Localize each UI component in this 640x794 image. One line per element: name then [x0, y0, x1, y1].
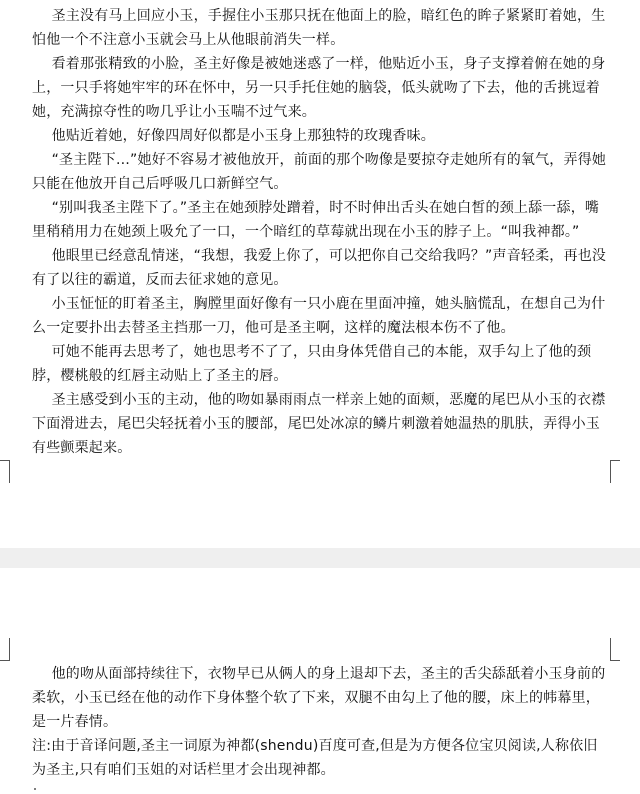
paragraph-3: 他贴近着她，好像四周好似都是小玉身上那独特的玫瑰香味。 — [51, 128, 435, 144]
translator-note: 注:由于音译问题,圣主一词原为神都(shendu)百度可查,但是为方便各位宝贝阅读,人称依旧为圣主,只有咱们玉姐的对话栏里才会出现神都。 — [32, 738, 598, 778]
paragraph-4: “圣主陛下…”她好不容易才被他放开，前面的那个吻像是要掠夺走她所有的氧气，弄得她只能在他放开自己后呼吸几口新鲜空气。 — [32, 152, 607, 192]
crop-mark-top-left — [0, 460, 10, 483]
crop-mark-bottom-right — [610, 638, 620, 661]
paragraph-10: 他的吻从面部持续往下，衣物早已从俩人的身上退却下去，圣主的舌尖舔舐着小玉身前的柔软，小玉已经在他的动作下身体整个软了下来，双腿不由勾上了他的腰，床上的帏幕里，是一片春情。 — [32, 666, 606, 730]
paragraph-9: 圣主感受到小玉的主动，他的吻如暴雨雨点一样亲上她的面颊，恶魔的尾巴从小玉的衣襟下面滑进去，尾巴尖轻抚着小玉的腰部，尾巴处冰凉的鳞片刺激着她温热的肌肤，弄得小玉有些颤栗起来。 — [32, 392, 606, 456]
page-2-text — [32, 662, 608, 782]
page-separator — [0, 548, 640, 568]
paragraph-6: 他眼里已经意乱情迷，“我想，我爱上你了，可以把你自己交给我吗？”声音轻柔，再也没有了以往的霸道，反而去征求她的意见。 — [32, 248, 607, 288]
paragraph-2: 看着那张精致的小脸，圣主好像是被她迷惑了一样，他贴近小玉，身子支撑着俯在她的身上，一只手将她牢牢的环在怀中，另一只手托住她的脑袋，低头就吻了下去，他的舌挑逗着她，充满掠夺性的吻几乎让小玉喘不过气来。 — [32, 56, 606, 120]
paragraph-8: 可她不能再去思考了，她也思考不了了，只由身体凭借自己的本能，双手勾上了他的颈脖，樱桃般的红唇主动贴上了圣主的唇。 — [32, 344, 592, 384]
crop-mark-top-right — [610, 460, 620, 483]
paragraph-5: “别叫我圣主陛下了。”圣主在她颈脖处蹭着，时不时伸出舌头在她白皙的颈上舔一舔，嘴里稍稍用力在她颈上吸允了一口，一个暗红的草莓就出现在小玉的脖子上。“叫我神都。” — [32, 200, 600, 240]
paragraph-1: 圣主没有马上回应小玉，手握住小玉那只抚在他面上的脸，暗红色的眸子紧紧盯着她，生怕他一个不注意小玉就会马上从他眼前消失一样。 — [32, 8, 606, 48]
crop-mark-bottom-left — [0, 638, 10, 661]
document-page-2 — [0, 568, 640, 794]
page-dot — [34, 788, 36, 790]
paragraph-7: 小玉怔怔的盯着圣主，胸膛里面好像有一只小鹿在里面冲撞，她头脑慌乱，在想自己为什么一定要扑出去替圣主挡那一刀，他可是圣主啊，这样的魔法根本伤不了他。 — [32, 296, 606, 336]
page-1-text — [32, 4, 608, 460]
